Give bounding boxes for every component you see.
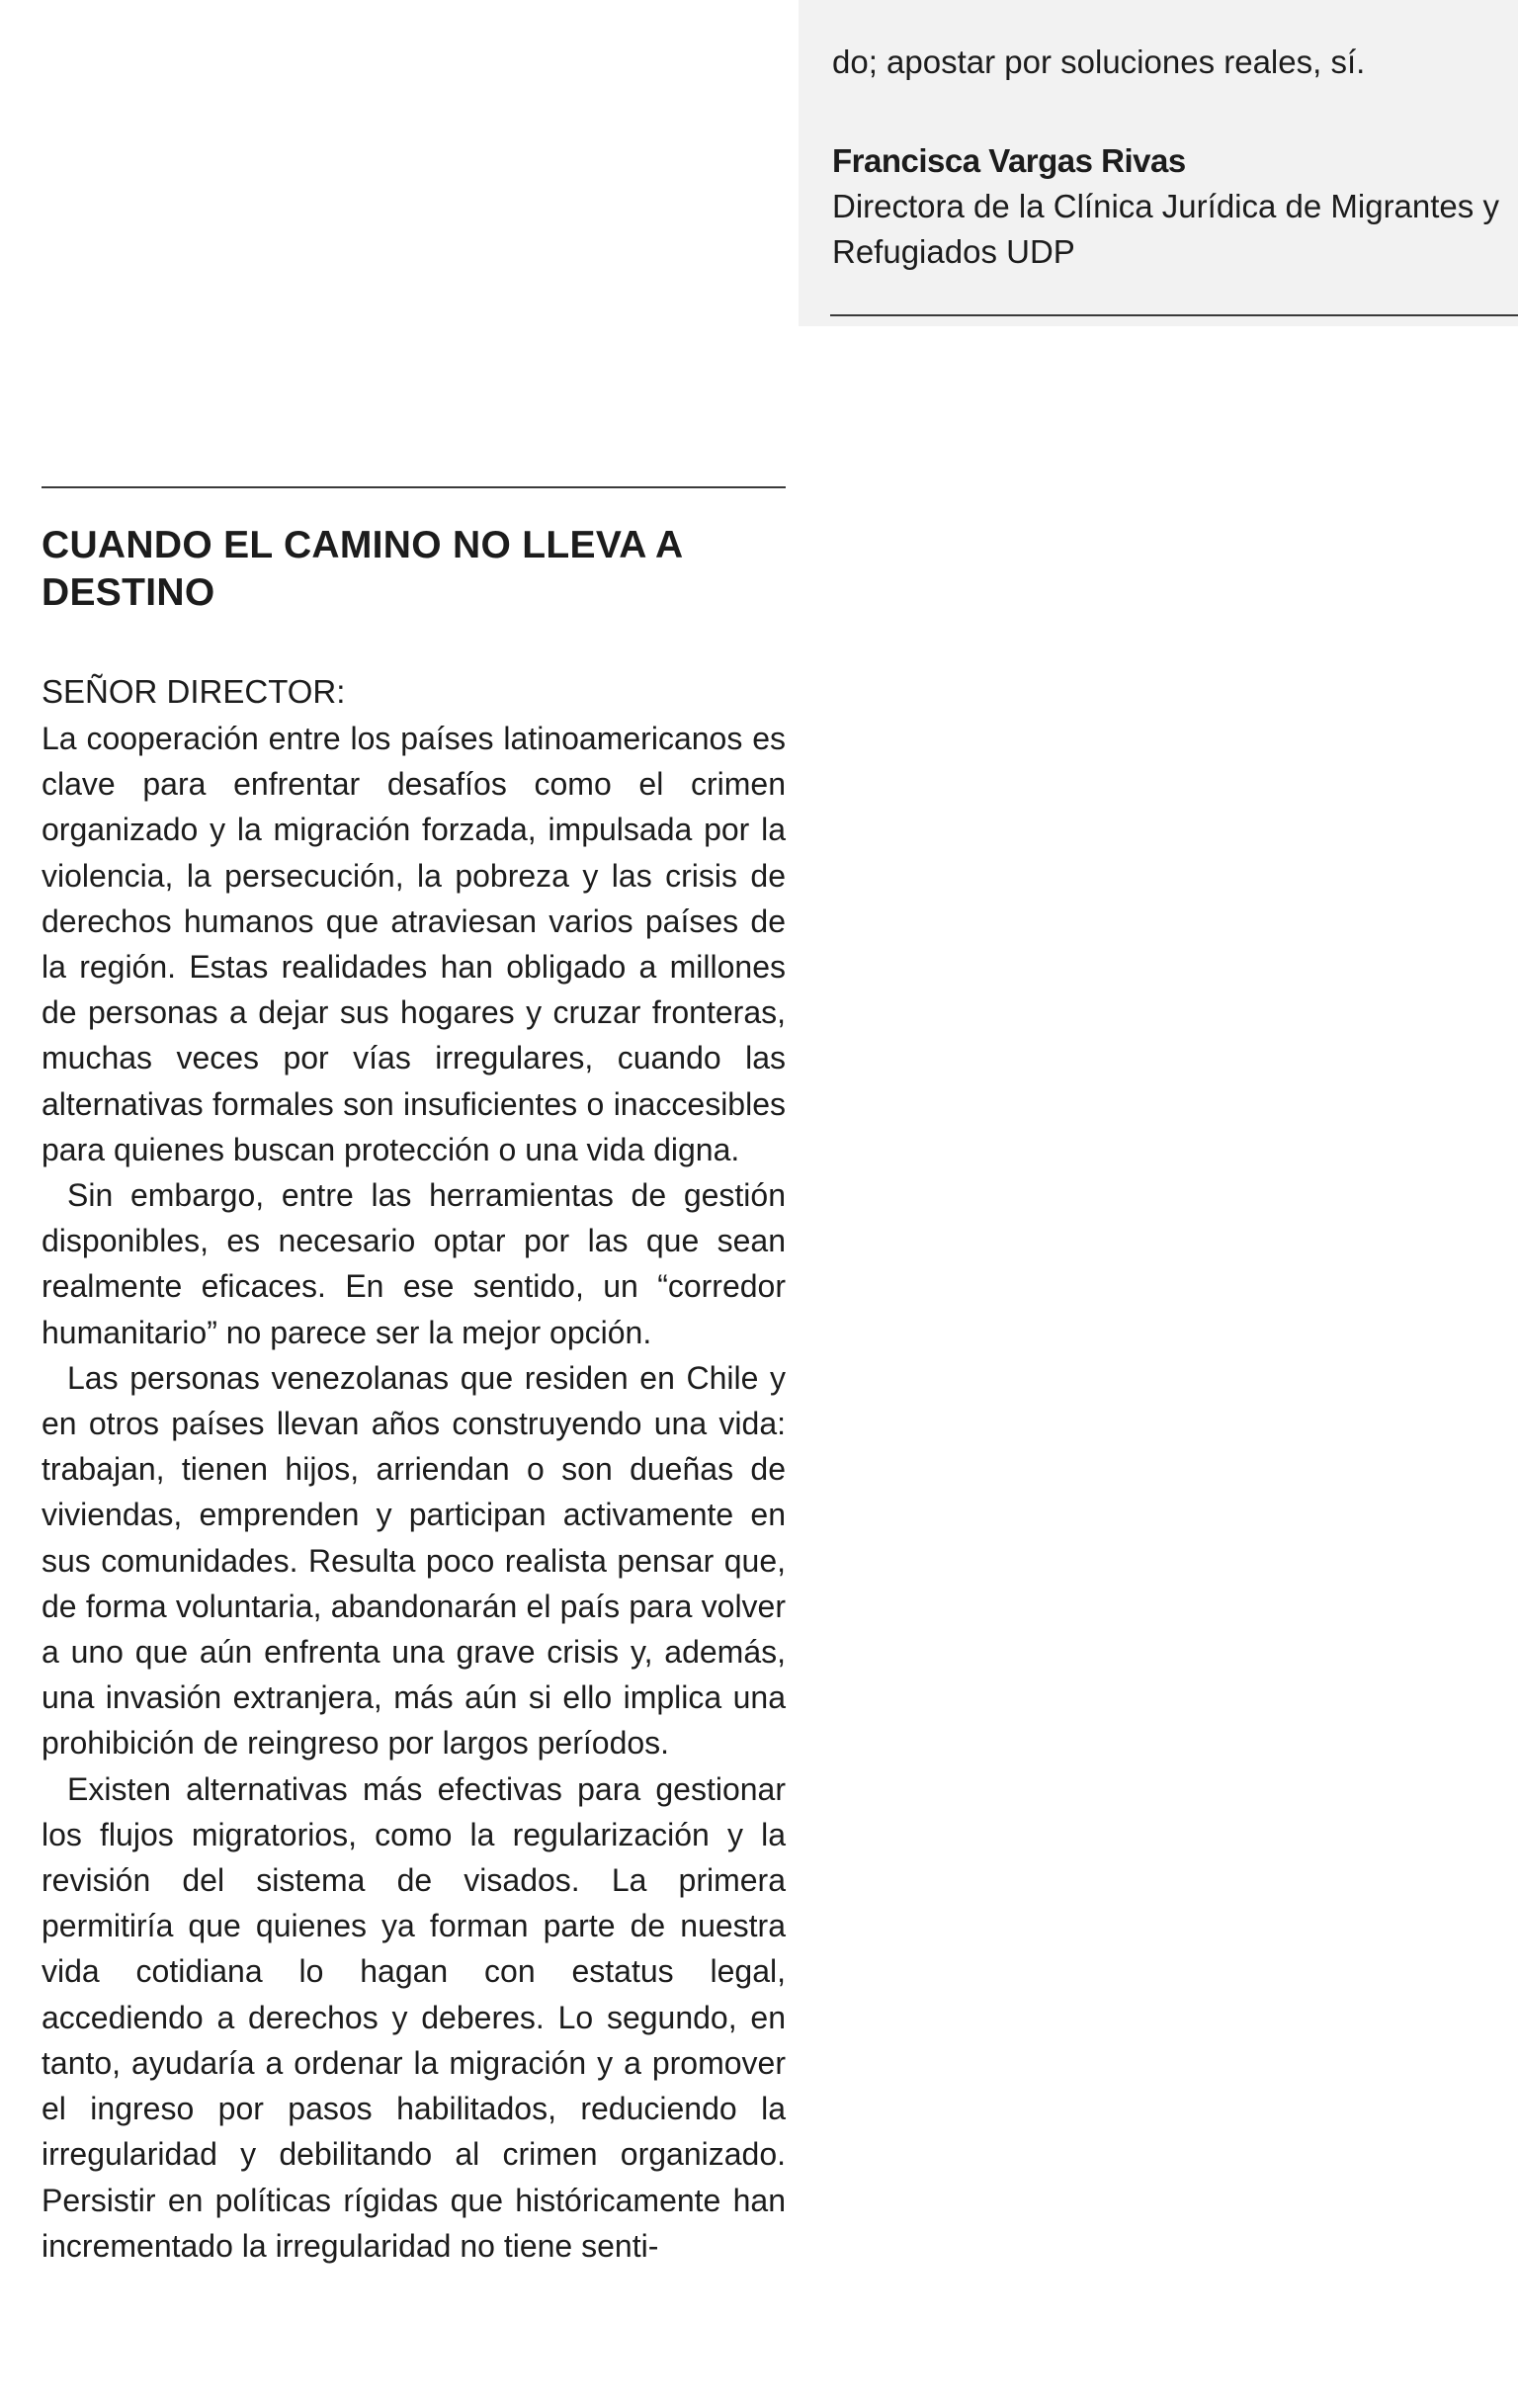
previous-letter-continuation: do; apostar por soluciones reales, sí. <box>832 43 1366 80</box>
letter-paragraph: Las personas venezolanas que residen en Chile y en otros países llevan años construyendo una vida: trabajan, tienen hijos, arriendan o son dueñas de viviendas, emprenden y participan activamente en sus comunidades. Resulta poco realista pensar que, de forma voluntaria, abandonarán el país para volver a uno que aún enfrenta una grave crisis y, además, una invasión extranjera, más aún si ello implica una prohibición de reingreso por largos períodos. <box>42 1359 786 1762</box>
letter-body <box>42 716 786 2269</box>
author-signature <box>832 138 1504 275</box>
letter-headline: CUANDO EL CAMINO NO LLEVA A DESTINO <box>42 524 682 614</box>
divider-right <box>830 314 1518 316</box>
letter-salutation: SEÑOR DIRECTOR: <box>42 673 346 710</box>
author-role: Directora de la Clínica Jurídica de Migrantes y Refugiados UDP <box>832 188 1499 270</box>
letter-paragraph: Sin embargo, entre las herramientas de gestión disponibles, es necesario optar por las que sean realmente eficaces. En ese sentido, un “corredor humanitario” no parece ser la mejor opción. <box>42 1177 786 1350</box>
letter-paragraph: Existen alternativas más efectivas para gestionar los flujos migratorios, como la regularización y la revisión del sistema de visados. La primera permitiría que quienes ya forman parte de nuestra vida cotidiana lo hagan con estatus legal, accediendo a derechos y deberes. Lo segundo, en tanto, ayudaría a ordenar la migración y a promover el ingreso por pasos habilitados, reduciendo la irregularidad y debilitando al crimen organizado. Persistir en políticas rígidas que históricamente han incrementado la irregularidad no tiene senti- <box>42 1770 786 2264</box>
author-name: Francisca Vargas Rivas <box>832 142 1186 179</box>
divider-left <box>42 486 786 488</box>
letter-paragraph: La cooperación entre los países latinoamericanos es clave para enfrentar desafíos como el crimen organizado y la migración forzada, impulsada por la violencia, la persecución, la pobreza y las crisis de derechos humanos que atraviesan varios países de la región. Estas realidades han obligado a millones de personas a dejar sus hogares y cruzar fronteras, muchas veces por vías irregulares, cuando las alternativas formales son insuficientes o inaccesibles para quienes buscan protección o una vida digna. <box>42 721 786 1167</box>
